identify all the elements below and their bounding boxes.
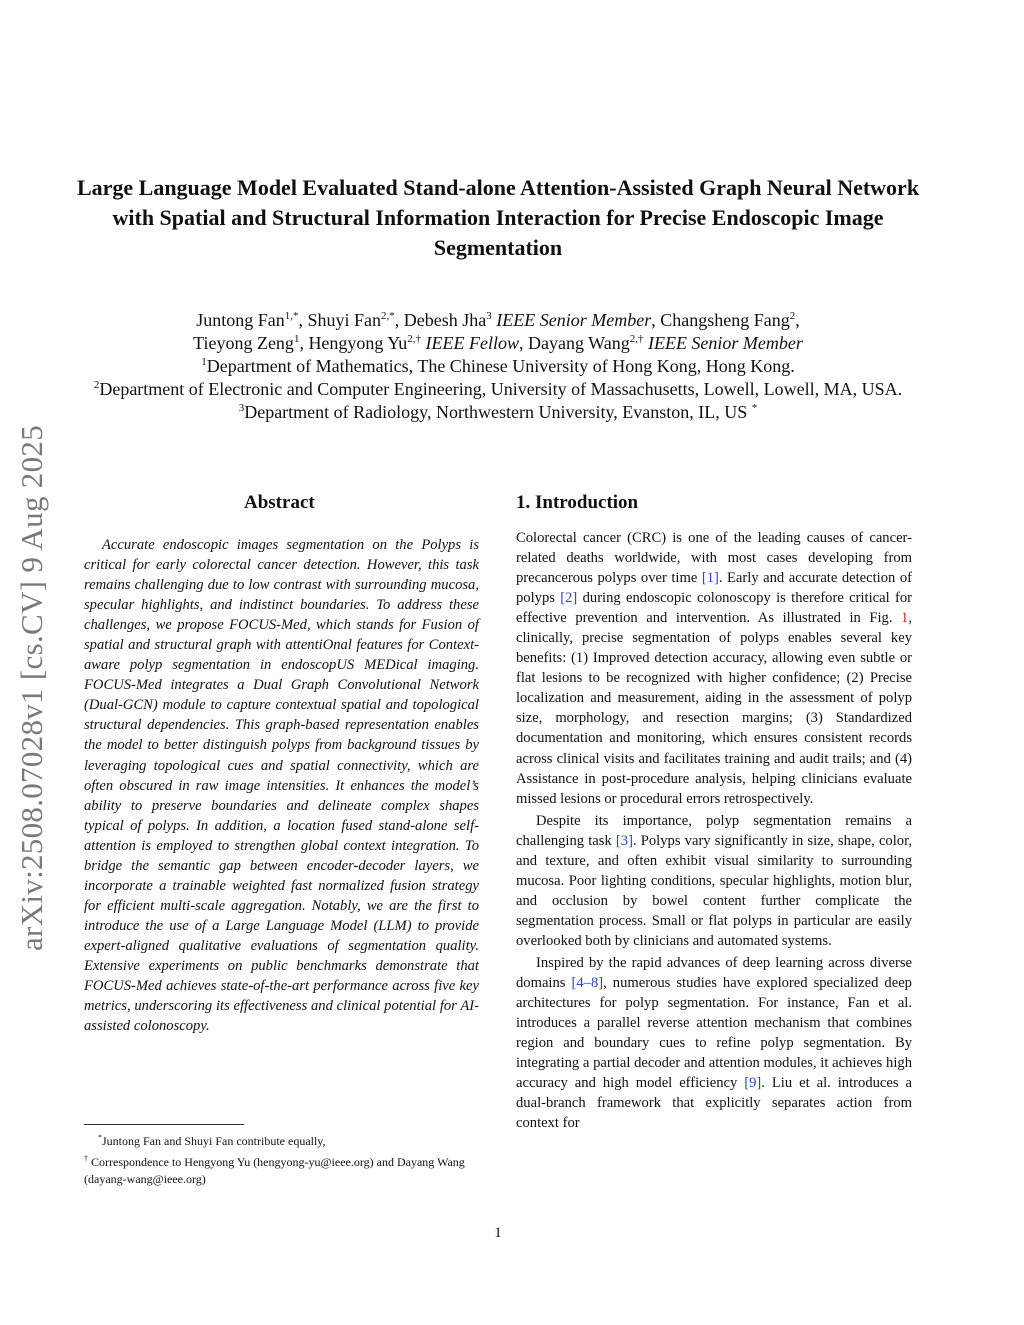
introduction-body [516,528,912,1135]
body-text: during endoscopic colonoscopy is therefore critical for effective prevention and intervention. As illustrated in Fig. [516,590,912,627]
body-text: , clinically, precise segmentation of polyps enables several key benefits: (1) Improved detection accuracy, allowing even subtle or flat lesions to be recognized with higher confidence; (2) Precise localization and measurement, aiding in the assessment of polyp size, morphology, and resection margins; (3) Standardized documentation and monitoring, which ensures consistent records across clinical visits and facilitates training and audit trails; and (4) Assistance in post-procedure analysis, helping clinicians evaluate missed lesions or procedural errors retrospectively. [516,610,912,807]
intro-paragraph-1 [516,528,912,809]
footnote-mark: † [84,1154,88,1163]
author-name: Hengyong Yu [308,333,408,353]
author-line-1: Juntong Fan$^{1,*}$, Shuyi Fan$^{2,*}$, Debesh Jha$^3$ IEEE Senior Member, Changsheng Fang$^2$, [196,310,800,330]
author-line-2: Tieyong Zeng$^1$, Hengyong $Yu^{2,\dagger}$ IEEE Fellow, Dayang Wang$^{2,\dagger}$ IEEE Senior Member [193,333,803,353]
arxiv-identifier: arXiv:2508.07028v1 [cs.CV] 9 Aug 2025 [14,424,49,951]
citation-link[interactable]: [1] [701,570,719,587]
footnotes [84,1129,479,1188]
body-text: Despite its importance, polyp segmentation remains a challenging task [516,812,912,849]
body-text: . Liu et al. introduces a dual-branch framework that explicitly separates action from context for [516,1075,912,1132]
author-role: IEEE Senior Member [647,333,803,353]
footnote-divider [84,1124,244,1125]
footnote-2 [84,1150,479,1188]
body-text: Colorectal cancer (CRC) is one of the leading causes of cancer-related deaths worldwide, with most cases developing from precancerous polyps over time [516,530,912,587]
body-text: , numerous studies have explored specialized deep architectures for polyp segmentation. For instance, Fan et al. introduces a parallel reverse attention mechanism that combines region and boundary cues to refine polyp segmentation. By integrating a partial decoder and attention modules, it achieves high accuracy and high model efficiency [516,975,912,1092]
affiliation-mark: 2 [93,379,100,391]
footnote-text: Juntong Fan and Shuyi Fan contribute equally, [102,1134,326,1148]
author-role: IEEE Fellow [425,333,519,353]
affiliation-3 [90,401,906,424]
body-text: . Early and accurate detection of polyps [516,570,912,607]
introduction-heading: 1. Introduction [516,492,639,513]
affiliation-1 [90,355,906,378]
author-affiliation-mark: 1 [293,333,300,345]
author-name: Tieyong Zeng [193,333,294,353]
abstract-text: Accurate endoscopic images segmentation on the Polyps is critical for early colorectal cancer detection. However, this task remains challenging due to low contrast with surrounding mucosa, specular highlights, and indistinct boundaries. To address these challenges, we propose FOCUS-Med, which stands for Fusion of spatial and structural graph with attentiOnal features for Context-aware polyp segmentation in endoscopUS MEDical imaging. FOCUS-Med integrates a Dual Graph Convolutional Network (Dual-GCN) module to capture contextual spatial and topological structural dependencies. This graph-based representation enables the model to better distinguish polyps from background tissues by leveraging topological cues and spatial connectivity, which are often obscured in raw image intensities. It enhances the model’s ability to preserve boundaries and delineate complex shapes typical of polyps. In addition, a location fused stand-alone self-attention is employed to strengthen global context integration. To bridge the semantic gap between encoder-decoder layers, we incorporate a trainable weighted fast normalized fusion strategy for efficient multi-scale aggregation. Notably, we are the first to introduce the use of a Large Language Model (LLM) to provide expert-aligned qualitative evaluations of segmentation quality. Extensive experiments on public benchmarks demonstrate that FOCUS-Med achieves state-of-the-art performance across five key metrics, underscoring its effectiveness and clinical potential for AI-assisted colonoscopy. [84,537,479,1035]
citation-link[interactable]: [3] [615,832,633,849]
author-role: IEEE Senior Member [496,310,652,330]
author-name: Dayang Wang [528,333,630,353]
affiliation-text: Department of Radiology, Northwestern University, Evanston, IL, US [244,402,748,422]
paper-title: Large Language Model Evaluated Stand-alone Attention-Assisted Graph Neural Network with Spatial and Structural Information Interaction for Precise Endoscopic Image Segmentation [76,175,920,260]
affiliation-footnote-mark: * [751,402,758,414]
author-affiliation-mark: 1,* [284,310,299,322]
body-text: . Polyps vary significantly in size, shape, color, and texture, and often exhibit visual similarity to surrounding mucosa. Poor lighting conditions, specular highlights, motion blur, and occlusion by bowel content further complicate the segmentation process. Small or flat polyps in particular are easily overlooked both by clinicians and automated systems. [516,832,912,949]
author-affiliation-mark: 2,† [407,333,422,345]
author-affiliation-mark: 2 [789,310,796,322]
affiliation-mark: 3 [238,402,245,414]
affiliation-2 [90,378,906,401]
body-text: Inspired by the rapid advances of deep learning across diverse domains [516,954,912,992]
affiliation-text: Department of Mathematics, The Chinese University of Hong Kong, Hong Kong. [206,356,795,376]
intro-paragraph-3 [516,953,912,1133]
citation-link[interactable]: [4–8] [571,975,604,992]
citation-link[interactable]: [9] [744,1075,762,1092]
author-name: Juntong Fan [196,310,285,330]
figure-link[interactable]: 1 [901,610,909,627]
abstract-heading: Abstract [244,492,315,513]
author-affiliation-mark: 2,† [629,333,644,345]
author-name: Shuyi Fan [307,310,382,330]
author-name: Debesh Jha [403,310,487,330]
citation-link[interactable]: [2] [560,590,578,607]
author-affiliation-mark: 2,* [381,310,395,322]
intro-paragraph-2 [516,811,912,951]
author-affiliation-mark: 3 [486,310,492,322]
page-number: 1 [494,1225,502,1241]
author-name: Changsheng Fang [660,310,790,330]
footnote-1 [84,1129,479,1150]
footnote-mark: * [98,1133,102,1142]
footnote-text: Correspondence to Hengyong Yu (hengyong-yu@ieee.org) and Dayang Wang (dayang-wang@ieee.org) [84,1155,465,1186]
affiliation-mark: 1 [201,356,207,368]
author-block [90,309,906,424]
affiliation-text: Department of Electronic and Computer Engineering, University of Massachusetts, Lowell, Lowell, MA, USA. [99,379,903,399]
